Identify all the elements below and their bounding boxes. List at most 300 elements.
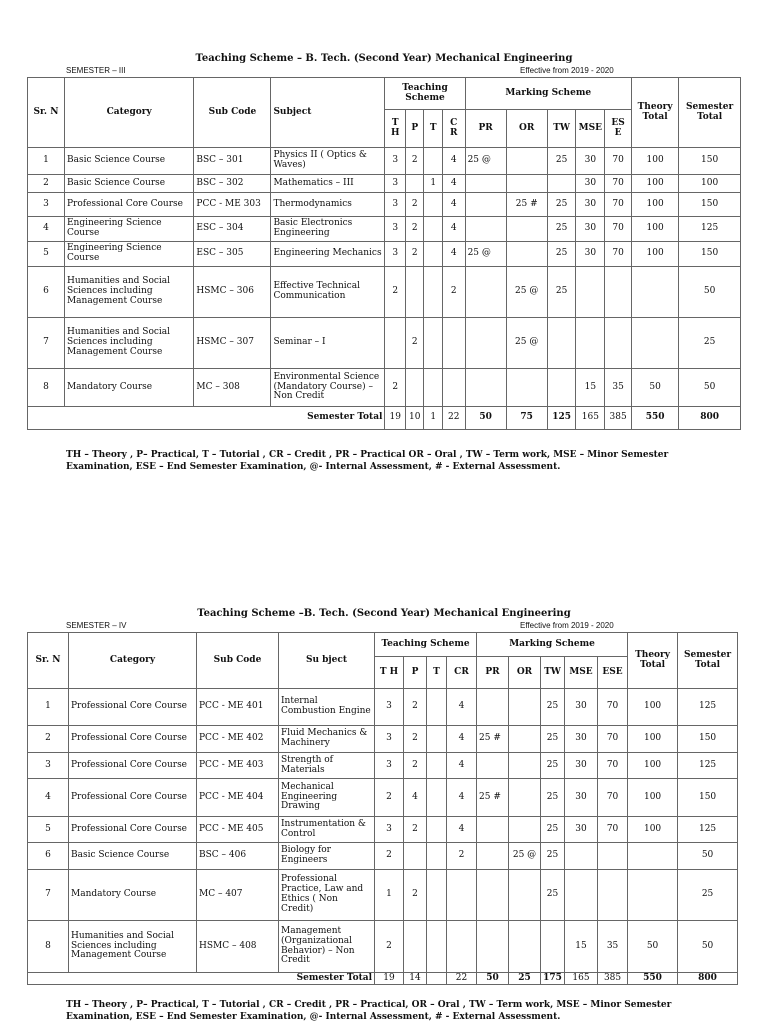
header-subject: Subject [271,78,385,148]
cell-tw: 25 [541,689,565,726]
cell-t [424,267,442,318]
cell-p: 2 [404,817,427,843]
header-cr: C R [442,110,465,148]
cell-sr: 6 [28,843,69,870]
cell-subject: Physics II ( Optics & Waves) [271,148,385,175]
cell-pr: 25 @ [465,148,506,175]
table-row [28,217,741,242]
cell-cr: 4 [442,175,465,193]
cell-subcode: PCC - ME 404 [197,779,279,817]
cell-sr: 2 [28,726,69,753]
total-pr: 50 [477,973,509,985]
cell-sr: 8 [28,921,69,973]
cell-category: Professional Core Course [69,817,197,843]
cell-subject: Engineering Mechanics [271,242,385,267]
sem3-label: SEMESTER – III [66,66,126,75]
cell-t [424,242,442,267]
cell-cr: 4 [447,753,477,779]
cell-tw: 25 [541,753,565,779]
cell-sr: 3 [28,193,65,217]
header-cr: CR [447,657,477,689]
sem4-scheme-table [27,632,738,985]
header-pr: PR [477,657,509,689]
cell-th: 3 [375,689,404,726]
cell-or [509,689,541,726]
cell-tw [547,318,576,369]
cell-subject: Mechanical Engineering Drawing [279,779,375,817]
table-row [28,175,741,193]
cell-sr: 7 [28,318,65,369]
cell-theory-total: 100 [628,726,678,753]
cell-subject: Environmental Science (Mandatory Course) – Non Credit [271,369,385,407]
cell-p [405,369,423,407]
cell-t [424,318,442,369]
cell-ese: 70 [605,175,632,193]
header-or: OR [509,657,541,689]
header-marking-scheme: Marking Scheme [477,633,628,657]
cell-theory-total: 100 [631,148,678,175]
cell-ese [605,318,632,369]
cell-pr [465,175,506,193]
sem4-label: SEMESTER – IV [66,621,127,630]
header-t: T [427,657,447,689]
header-subject: Su bject [279,633,375,689]
cell-t [427,843,447,870]
cell-subcode: PCC - ME 303 [194,193,271,217]
header-ese: ES E [605,110,632,148]
table-row [28,318,741,369]
cell-tw: 25 [541,870,565,921]
semester-total-label: Semester Total [28,973,375,985]
cell-semester-total: 50 [678,843,738,870]
cell-sr: 8 [28,369,65,407]
cell-p: 2 [404,689,427,726]
cell-subcode: BSC – 301 [194,148,271,175]
header-theory-total: Theory Total [628,633,678,689]
cell-p: 2 [405,318,423,369]
cell-subject: Biology for Engineers [279,843,375,870]
cell-t [427,779,447,817]
cell-cr: 4 [442,217,465,242]
cell-theory-total [631,318,678,369]
cell-category: Engineering Science Course [64,217,193,242]
cell-th: 1 [375,870,404,921]
cell-mse: 30 [576,175,605,193]
cell-theory-total: 50 [631,369,678,407]
sem4-legend: TH – Theory , P– Practical, T – Tutorial , CR – Credit , PR – Practical, OR – Oral , TW – Term work, MSE – Minor Semester Examination, ESE – End Semester Examination, @- Internal Assessment, # - External Assessment. [66,1000,672,1022]
header-tw: TW [547,110,576,148]
header-pr: PR [465,110,506,148]
cell-p: 2 [405,242,423,267]
cell-ese: 35 [598,921,628,973]
cell-theory-total: 100 [628,779,678,817]
cell-t [427,689,447,726]
cell-category: Basic Science Course [64,148,193,175]
total-sem: 800 [679,407,741,430]
cell-mse: 30 [565,726,598,753]
cell-theory-total: 100 [628,817,678,843]
cell-subject: Internal Combustion Engine [279,689,375,726]
semester-total-label: Semester Total [28,407,385,430]
cell-semester-total: 125 [679,217,741,242]
cell-tw [541,921,565,973]
cell-tw: 25 [541,817,565,843]
cell-theory-total: 100 [628,753,678,779]
cell-th: 3 [385,175,406,193]
cell-p: 2 [404,870,427,921]
cell-t [424,369,442,407]
cell-ese: 35 [605,369,632,407]
cell-th: 2 [375,843,404,870]
cell-or [506,217,547,242]
cell-mse [565,870,598,921]
total-th: 19 [385,407,406,430]
cell-subject: Fluid Mechanics & Machinery [279,726,375,753]
cell-pr [477,843,509,870]
cell-theory-total: 50 [628,921,678,973]
cell-or [506,148,547,175]
cell-pr [477,870,509,921]
cell-t [427,726,447,753]
cell-theory-total: 100 [631,242,678,267]
cell-p: 2 [405,148,423,175]
table-row [28,843,738,870]
total-mse: 165 [565,973,598,985]
cell-th: 3 [385,217,406,242]
table-row [28,921,738,973]
cell-ese: 70 [605,242,632,267]
cell-subcode: PCC - ME 403 [197,753,279,779]
cell-subject: Strength of Materials [279,753,375,779]
cell-subject: Thermodynamics [271,193,385,217]
table-row [28,753,738,779]
cell-semester-total: 150 [679,193,741,217]
cell-pr: 25 @ [465,242,506,267]
cell-sr: 6 [28,267,65,318]
total-tw: 175 [541,973,565,985]
cell-th: 2 [385,369,406,407]
cell-pr [477,689,509,726]
cell-th: 3 [385,242,406,267]
cell-ese: 70 [598,689,628,726]
cell-subcode: BSC – 406 [197,843,279,870]
cell-subcode: MC – 308 [194,369,271,407]
cell-mse: 30 [565,779,598,817]
cell-t: 1 [424,175,442,193]
cell-pr [477,753,509,779]
cell-tw: 25 [547,148,576,175]
cell-sr: 3 [28,753,69,779]
cell-subcode: HSMC – 307 [194,318,271,369]
cell-t [427,921,447,973]
cell-sr: 7 [28,870,69,921]
cell-mse: 15 [576,369,605,407]
cell-p [404,921,427,973]
cell-pr [477,921,509,973]
total-or: 75 [506,407,547,430]
header-theory-total: Theory Total [631,78,678,148]
total-p: 14 [404,973,427,985]
cell-theory-total: 100 [631,193,678,217]
cell-or [509,870,541,921]
sem3-title: Teaching Scheme – B. Tech. (Second Year) Mechanical Engineering [195,53,573,64]
cell-sr: 2 [28,175,65,193]
table-row [28,779,738,817]
cell-mse: 30 [565,753,598,779]
cell-th [385,318,406,369]
total-pr: 50 [465,407,506,430]
cell-semester-total: 125 [678,817,738,843]
cell-subcode: PCC - ME 405 [197,817,279,843]
header-subcode: Sub Code [197,633,279,689]
cell-or: 25 @ [509,843,541,870]
header-p: P [405,110,423,148]
table-row [28,267,741,318]
cell-sr: 5 [28,817,69,843]
cell-subject: Seminar – I [271,318,385,369]
sem4-effective: Effective from 2019 - 2020 [520,621,614,630]
cell-or [506,242,547,267]
cell-tw: 25 [547,267,576,318]
cell-th: 2 [375,779,404,817]
total-t: 1 [424,407,442,430]
cell-mse: 30 [576,242,605,267]
cell-subject: Professional Practice, Law and Ethics ( Non Credit) [279,870,375,921]
cell-or [509,753,541,779]
total-mse: 165 [576,407,605,430]
cell-p: 2 [405,217,423,242]
cell-or [509,921,541,973]
cell-mse: 30 [576,217,605,242]
cell-t [427,817,447,843]
cell-category: Professional Core Course [69,726,197,753]
total-ese: 385 [605,407,632,430]
cell-ese: 70 [605,148,632,175]
cell-ese: 70 [605,193,632,217]
cell-ese [598,870,628,921]
total-theory: 550 [628,973,678,985]
header-subcode: Sub Code [194,78,271,148]
cell-subcode: MC – 407 [197,870,279,921]
total-cr: 22 [442,407,465,430]
cell-theory-total: 100 [628,689,678,726]
cell-pr [465,193,506,217]
cell-pr [465,318,506,369]
cell-category: Humanities and Social Sciences including Management Course [64,267,193,318]
header-mse: MSE [565,657,598,689]
cell-or [506,175,547,193]
cell-theory-total [628,843,678,870]
cell-t [424,193,442,217]
cell-pr [465,217,506,242]
header-p: P [404,657,427,689]
cell-cr: 4 [447,817,477,843]
header-teaching-scheme: Teaching Scheme [375,633,477,657]
cell-semester-total: 125 [678,753,738,779]
header-or: OR [506,110,547,148]
table-row [28,689,738,726]
cell-ese: 70 [598,817,628,843]
cell-th: 2 [385,267,406,318]
header-ese: ESE [598,657,628,689]
cell-category: Humanities and Social Sciences including Management Course [64,318,193,369]
cell-pr: 25 # [477,726,509,753]
header-semester-total: Semester Total [679,78,741,148]
table-row [28,369,741,407]
cell-category: Humanities and Social Sciences including Management Course [69,921,197,973]
cell-cr: 4 [442,242,465,267]
cell-th: 3 [375,817,404,843]
cell-tw: 25 [541,843,565,870]
header-category: Category [64,78,193,148]
total-p: 10 [405,407,423,430]
cell-pr: 25 # [477,779,509,817]
cell-semester-total: 50 [679,267,741,318]
table-row [28,242,741,267]
cell-ese [598,843,628,870]
cell-pr [465,267,506,318]
cell-semester-total: 100 [679,175,741,193]
sem3-scheme-table [27,77,741,430]
cell-tw: 25 [547,193,576,217]
cell-tw: 25 [547,217,576,242]
cell-cr: 4 [447,726,477,753]
cell-p: 4 [404,779,427,817]
sem3-effective: Effective from 2019 - 2020 [520,66,614,75]
table-row [28,817,738,843]
cell-category: Mandatory Course [69,870,197,921]
cell-ese: 70 [605,217,632,242]
total-tw: 125 [547,407,576,430]
cell-theory-total [628,870,678,921]
total-ese: 385 [598,973,628,985]
table-row [28,726,738,753]
cell-mse [565,843,598,870]
cell-tw [547,369,576,407]
cell-or [506,369,547,407]
cell-t [424,217,442,242]
cell-p [404,843,427,870]
cell-tw: 25 [541,726,565,753]
cell-p: 2 [405,193,423,217]
header-srn: Sr. N [28,78,65,148]
cell-subcode: BSC – 302 [194,175,271,193]
cell-cr [442,369,465,407]
cell-category: Professional Core Course [69,779,197,817]
cell-sr: 1 [28,689,69,726]
cell-theory-total: 100 [631,175,678,193]
cell-or [509,779,541,817]
cell-sr: 5 [28,242,65,267]
header-th: T H [375,657,404,689]
total-theory: 550 [631,407,678,430]
total-t [427,973,447,985]
cell-subcode: PCC - ME 402 [197,726,279,753]
cell-pr [477,817,509,843]
cell-t [427,870,447,921]
cell-mse: 30 [565,817,598,843]
header-t: T [424,110,442,148]
cell-category: Professional Core Course [69,689,197,726]
cell-category: Engineering Science Course [64,242,193,267]
cell-cr [447,921,477,973]
cell-cr: 4 [442,148,465,175]
cell-or: 25 # [506,193,547,217]
cell-tw: 25 [547,242,576,267]
cell-semester-total: 150 [679,148,741,175]
cell-semester-total: 125 [678,689,738,726]
sem4-title: Teaching Scheme –B. Tech. (Second Year) Mechanical Engineering [197,608,571,619]
cell-semester-total: 50 [678,921,738,973]
cell-t [424,148,442,175]
cell-cr: 4 [447,689,477,726]
cell-semester-total: 50 [679,369,741,407]
cell-subcode: HSMC – 408 [197,921,279,973]
cell-sr: 4 [28,217,65,242]
cell-mse [576,318,605,369]
cell-p: 2 [404,753,427,779]
cell-sr: 1 [28,148,65,175]
table-row [28,870,738,921]
semester-total-row [28,973,738,985]
cell-th: 3 [375,753,404,779]
cell-semester-total: 150 [678,779,738,817]
header-teaching-scheme: Teaching Scheme [385,78,465,110]
cell-t [427,753,447,779]
cell-subject: Effective Technical Communication [271,267,385,318]
cell-or: 25 @ [506,318,547,369]
cell-cr: 2 [442,267,465,318]
cell-category: Basic Science Course [64,175,193,193]
total-sem: 800 [678,973,738,985]
cell-ese: 70 [598,726,628,753]
table-row [28,148,741,175]
header-mse: MSE [576,110,605,148]
total-or: 25 [509,973,541,985]
cell-ese [605,267,632,318]
cell-ese: 70 [598,753,628,779]
sem3-legend: TH – Theory , P– Practical, T – Tutorial , CR – Credit , PR – Practical OR – Oral , TW – Term work, MSE – Minor Semester Examination, ESE – End Semester Examination, @- Internal Assessment, # - External Assessment. [66,450,669,472]
cell-semester-total: 25 [678,870,738,921]
cell-subcode: HSMC – 306 [194,267,271,318]
cell-category: Mandatory Course [64,369,193,407]
cell-subject: Mathematics – III [271,175,385,193]
cell-subcode: ESC – 305 [194,242,271,267]
cell-semester-total: 25 [679,318,741,369]
total-th: 19 [375,973,404,985]
header-th: T H [385,110,406,148]
cell-subject: Management (Organizational Behavior) – Non Credit [279,921,375,973]
cell-mse: 30 [576,148,605,175]
semester-total-row [28,407,741,430]
cell-cr: 4 [447,779,477,817]
cell-subject: Instrumentation & Control [279,817,375,843]
cell-theory-total [631,267,678,318]
cell-mse: 15 [565,921,598,973]
cell-pr [465,369,506,407]
cell-or [509,817,541,843]
header-category: Category [69,633,197,689]
header-marking-scheme: Marking Scheme [465,78,631,110]
cell-subcode: PCC - ME 401 [197,689,279,726]
header-tw: TW [541,657,565,689]
cell-tw: 25 [541,779,565,817]
cell-cr [447,870,477,921]
cell-theory-total: 100 [631,217,678,242]
cell-cr: 2 [447,843,477,870]
cell-or [509,726,541,753]
table-row [28,193,741,217]
